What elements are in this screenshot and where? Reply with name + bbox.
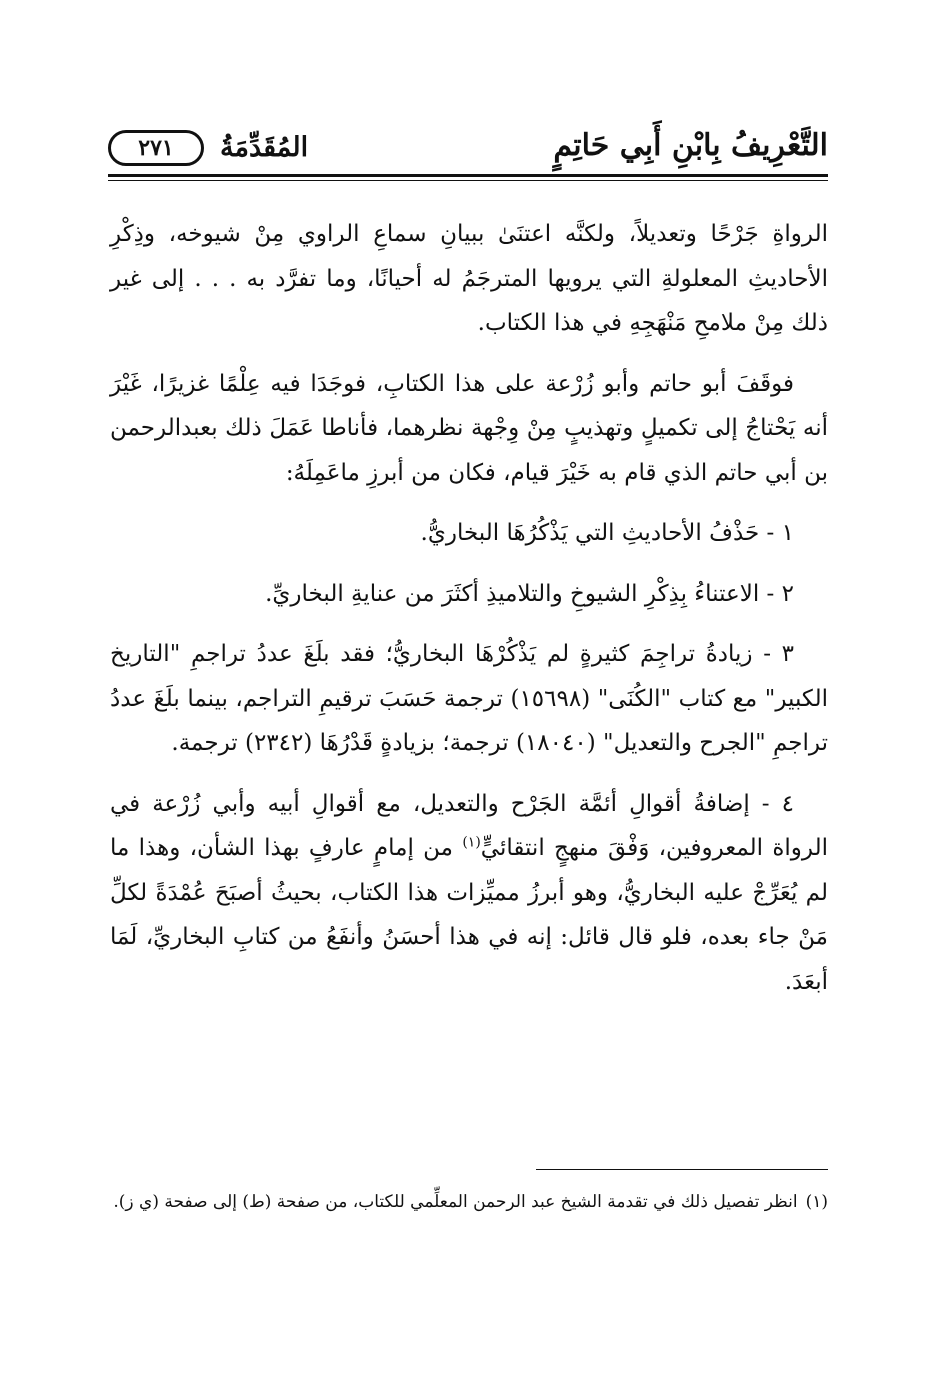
list-item: ١ - حَذْفُ الأحاديثِ التي يَذْكُرُهَا البخاريُّ. [420, 520, 794, 546]
list-item: ٢ - الاعتناءُ بِذِكْرِ الشيوخِ والتلاميذِ أكثَرَ من عنايةِ البخاريِّ. [265, 580, 794, 607]
footnote-text: انظر تفصيل ذلك في تقدمة الشيخ عبد الرحمن المعلِّمي للكتاب، من صفحة (ط) إلى صفحة (ي ز). [113, 1192, 798, 1212]
main-text [110, 212, 828, 1020]
footnotes [108, 1186, 828, 1218]
page-number: ٢٧١ [108, 130, 204, 166]
footnote-number: (١) [805, 1192, 828, 1212]
footnote-marker[interactable]: (١) [462, 834, 481, 851]
paragraph: فوقَفَ أبو حاتم وأبو زُرْعة على هذا الكتابِ، فوجَدَا فيه عِلْمًا غزيرًا، غَيْرَ أنه يَحْتاجُ إلى تكميلٍ وتهذيبٍ مِنْ وِجْهة نظرهما، فأناطا عَمَلَ ذلك بعبدالرحمن بن أبي حاتم الذي قام به خَيْرَ قيام، فكان من أبرزِ ماعَمِلَهُ: [110, 370, 828, 486]
list-item-text-part-2: من إمامٍ عارفٍ بهذا الشأن، وهذا ما لم يُعَرِّجْ عليه البخاريُّ، وهو أبرزُ مميِّزات هذا الكتاب، بحيثُ أصبَحَ عُمْدَةً لكلِّ مَنْ جاء بعده، فلو قال قائل: إنه في هذا أحسَنُ وأنفَعُ من كتابِ البخاريِّ، لَمَا أبعَدَ. [110, 835, 828, 995]
footnote-separator [536, 1169, 828, 1170]
section-title: المُقَدِّمَةُ [220, 132, 309, 163]
header-rule-thin [108, 180, 828, 181]
page-header [108, 120, 828, 188]
list-item-text-part-1: ٤ - إضافةُ أقوالِ أئمَّة الجَرْح والتعديل، مع أقوالِ أبيه وأبي زُرْعة في الرواة المعروفين، وَفْقَ منهجٍ انتقائيٍّ [110, 790, 829, 861]
list-item: ٣ - زيادةُ تراجِمَ كثيرةٍ لم يَذْكُرْهَا البخاريُّ؛ فقد بلَغَ عددُ تراجمِ "التاريخ الكبير" مع كتاب "الكُنَى" (١٥٦٩٨) ترجمة حَسَبَ ترقيمِ التراجم، بينما بلَغَ عددُ تراجمِ "الجرح والتعديل" (١٨٠٤٠) ترجمة؛ بزيادةٍ قَدْرُهَا (٢٣٤٢) ترجمة. [110, 641, 828, 756]
running-title: التَّعْرِيفُ بِابْنِ أَبِي حَاتِمٍ [553, 128, 828, 163]
header-rule-thick [108, 174, 828, 177]
footnote [108, 1186, 828, 1218]
list-item [110, 782, 828, 1005]
paragraph: الرواةِ جَرْحًا وتعديلاً، ولكنَّه اعتنَىٰ ببيانِ سماعِ الراوي مِنْ شيوخه، وذِكْرِ الأحاديثِ المعلولةِ التي يرويها المترجَمُ له أحيانًا، وما تفرَّد به . . . إلى غير ذلك مِنْ ملامحِ مَنْهَجِهِ في هذا الكتاب. [110, 221, 828, 336]
